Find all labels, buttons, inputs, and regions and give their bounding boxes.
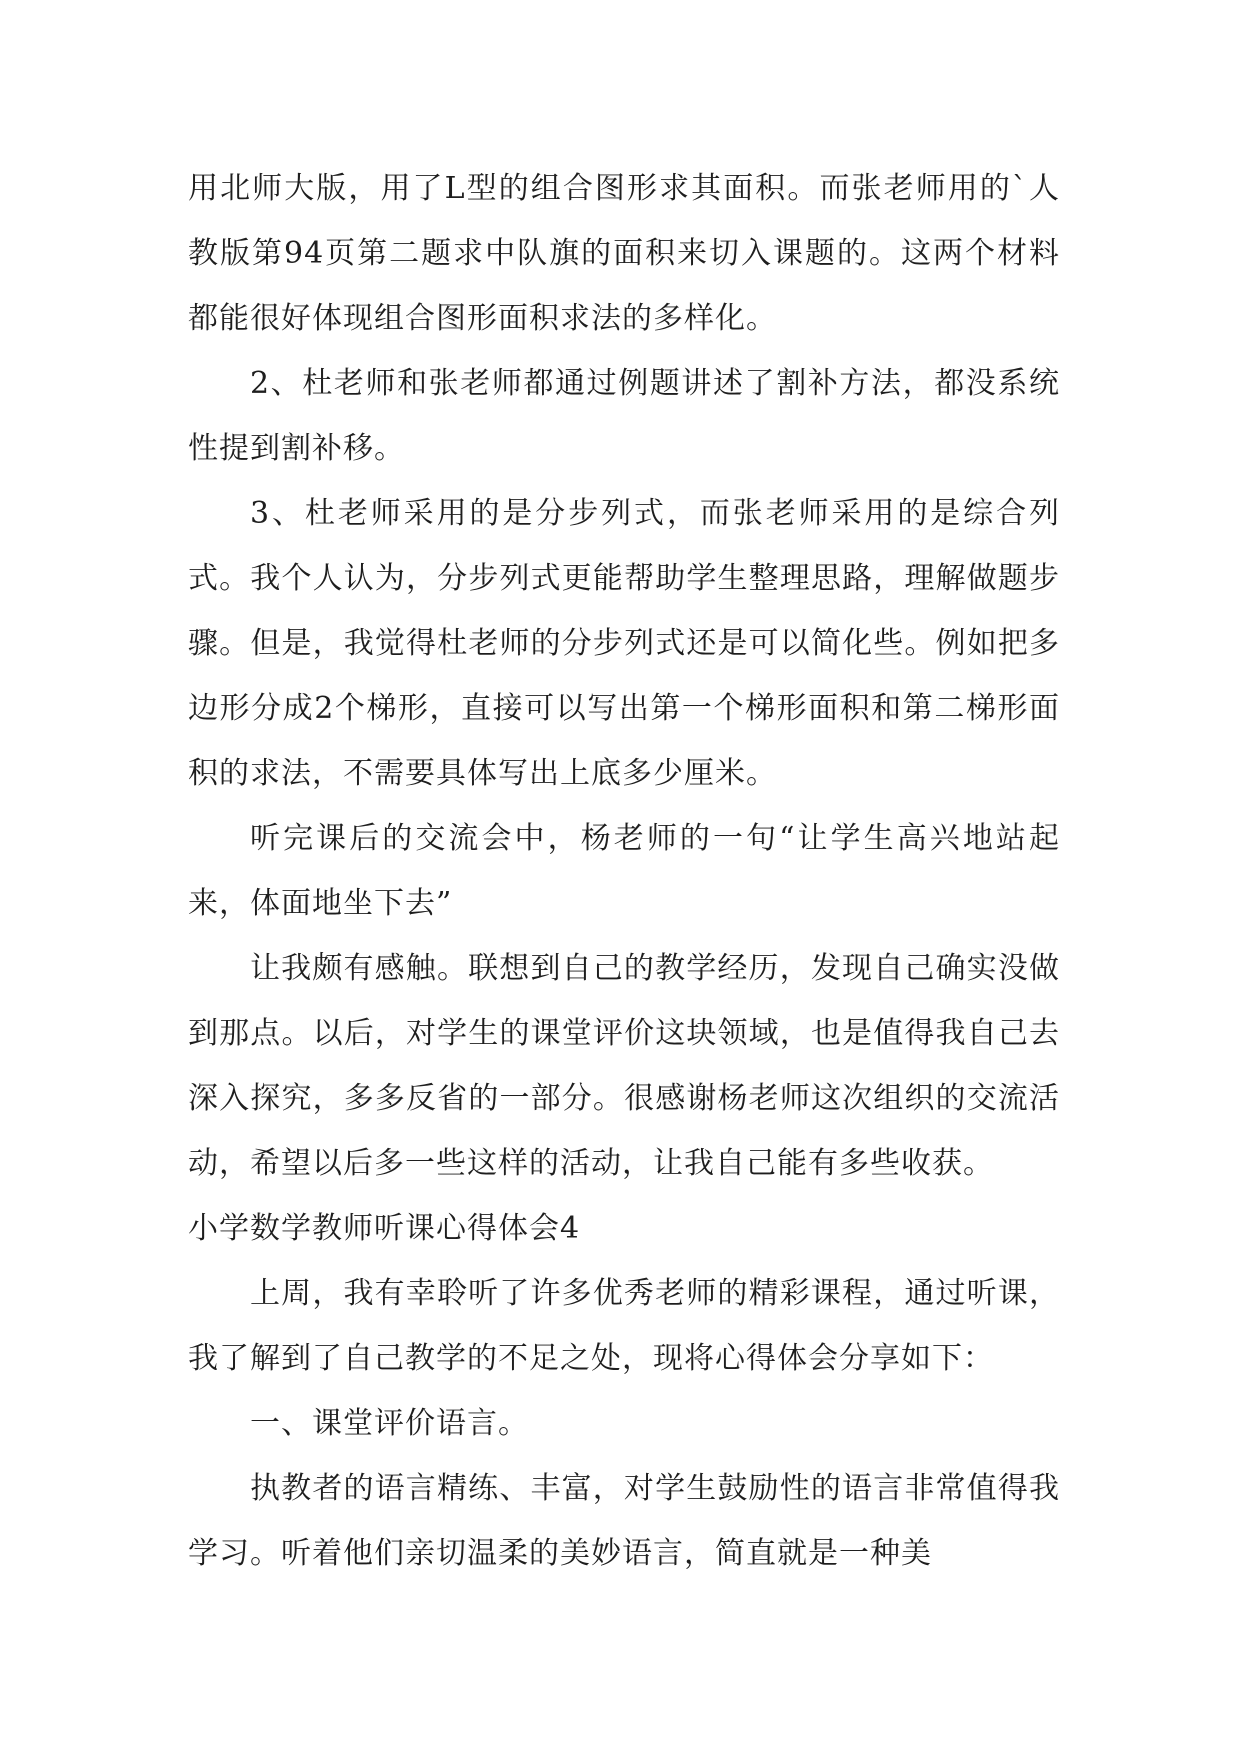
paragraph-evaluation-language: 执教者的语言精练、丰富，对学生鼓励性的语言非常值得我学习。听着他们亲切温柔的美妙语言，简直就是一种美 — [188, 1471, 1060, 1571]
paragraph-reflection: 让我颇有感触。联想到自己的教学经历，发现自己确实没做到那点。以后，对学生的课堂评价这块领域，也是值得我自己去深入探究，多多反省的一部分。很感谢杨老师这次组织的交流活动，希望以后多一些这样的活动，让我自己能有多些收获。 — [188, 951, 1060, 1181]
paragraph-point-3: 3、杜老师采用的是分步列式，而张老师采用的是综合列式。我个人认为，分步列式更能帮助学生整理思路，理解做题步骤。但是，我觉得杜老师的分步列式还是可以简化些。例如把多边形分成2个梯形，直接可以写出第一个梯形面积和第二梯形面积的求法，不需要具体写出上底多少厘米。 — [188, 496, 1060, 791]
paragraph-subheading: 一、课堂评价语言。 — [250, 1406, 529, 1441]
section-title: 小学数学教师听课心得体会4 — [188, 1211, 581, 1246]
document-body — [188, 156, 1060, 1586]
paragraph-continuation: 用北师大版，用了L型的组合图形求其面积。而张老师用的`人教版第94页第二题求中队旗的面积来切入课题的。这两个材料都能很好体现组合图形面积求法的多样化。 — [188, 171, 1060, 336]
paragraph-point-2: 2、杜老师和张老师都通过例题讲述了割补方法，都没系统性提到割补移。 — [188, 366, 1060, 466]
paragraph-quote: 听完课后的交流会中，杨老师的一句“让学生高兴地站起来，体面地坐下去” — [188, 821, 1060, 921]
paragraph-intro: 上周，我有幸聆听了许多优秀老师的精彩课程，通过听课，我了解到了自己教学的不足之处，现将心得体会分享如下： — [188, 1276, 1060, 1376]
